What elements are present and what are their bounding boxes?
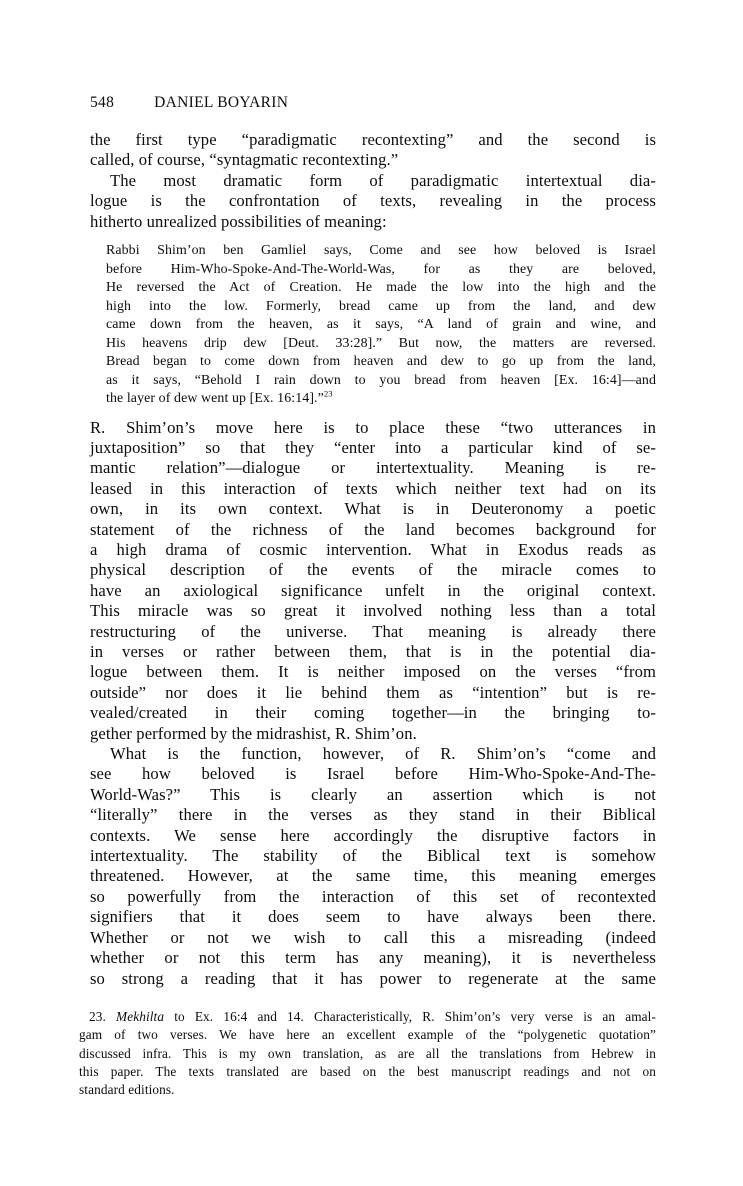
text-line: have an axiological significance unfelt in the original context. (90, 580, 656, 600)
text-line: see how beloved is Israel before Him-Who-Spoke-And-The- (90, 764, 656, 784)
text-line: Bread began to come down from heaven and dew to go up from the land, (106, 354, 656, 370)
text-line: the layer of dew went up [Ex. 16:14].”$^{23}$ (106, 388, 333, 407)
paragraph-analysis (90, 418, 656, 745)
text-line: as it says, “Behold I rain down to you bread from heaven [Ex. 16:4]—and (106, 372, 656, 388)
text-line: whether or not this term has any meaning), it is nevertheless (90, 948, 656, 968)
midrash-blockquote (106, 242, 656, 409)
text-line: vealed/created in their coming together—in the bringing to- (90, 703, 656, 723)
text-line: gether performed by the midrashist, R. Shim’on. (90, 723, 417, 743)
text-line: R. Shim’on’s move here is to place these “two utterances in (90, 417, 656, 437)
text-line: statement of the richness of the land becomes background for (90, 519, 656, 539)
text-line: high into the low. Formerly, bread came up from the land, and dew (106, 298, 656, 314)
text-line: the first type “paradigmatic recontexting” and the second is (90, 130, 656, 149)
text-line: hitherto unrealized possibilities of meaning: (90, 211, 387, 231)
text-line: contexts. We sense here accordingly the disruptive factors in (90, 825, 656, 845)
text-line: juxtaposition” so that they “enter into a particular kind of se- (90, 437, 656, 457)
text-line: intertextuality. The stability of the Biblical text is somehow (90, 846, 656, 866)
text-line: threatened. However, at the same time, this meaning emerges (90, 866, 656, 886)
text-line: standard editions. (79, 1082, 175, 1098)
text-line: gam of two verses. We have here an excellent example of the “polygenetic quotation” (79, 1027, 656, 1043)
text-line: logue is the confrontation of texts, revealing in the process (90, 191, 656, 211)
paragraph-function (90, 744, 656, 989)
text-line: outside” nor does it lie behind them as “intention” but is re- (90, 682, 656, 702)
text-line: Whether or not we wish to call this a misreading (indeed (90, 927, 656, 947)
text-line: restructuring of the universe. That meaning is already there (90, 621, 656, 641)
text-line: so strong a reading that it has power to regenerate at the same (90, 968, 656, 988)
text-line: “literally” there in the verses as they stand in their Biblical (90, 805, 656, 825)
text-line: The most dramatic form of paradigmatic intertextual dia- (110, 170, 656, 190)
text-line: signifiers that it does seem to have always been there. (90, 907, 656, 927)
text-line: this paper. The texts translated are based on the best manuscript readings and not on (79, 1063, 656, 1079)
text-line: This miracle was so great it involved nothing less than a total (90, 601, 656, 621)
page-content (79, 93, 656, 1099)
text-line: His heavens drip dew [Deut. 33:28].” But now, the matters are reversed. (106, 335, 656, 351)
text-line: 23. Mekhilta to Ex. 16:4 and 14. Characteristically, R. Shim’on’s very verse is an amal- (89, 1008, 656, 1024)
paragraph-continuation (90, 130, 656, 171)
text-line: leased in this interaction of texts which neither text had on its (90, 478, 656, 498)
text-line: came down from the heaven, as it says, “A land of grain and wine, and (106, 317, 656, 333)
text-line: What is the function, however, of R. Shim’on’s “come and (110, 744, 656, 764)
text-line: discussed infra. This is my own translation, as are all the translations from Hebrew in (79, 1045, 656, 1061)
footnote-23 (79, 1008, 656, 1099)
text-line: Rabbi Shim’on ben Gamliel says, Come and see how beloved is Israel (106, 243, 656, 259)
text-line: mantic relation”—dialogue or intertextuality. Meaning is re- (90, 458, 656, 478)
text-line: logue between them. It is neither imposed on the verses “from (90, 662, 656, 682)
text-line: in verses or rather between them, that is in the potential dia- (90, 642, 656, 661)
running-head (90, 93, 656, 112)
text-line: World-Was?” This is clearly an assertion which is not (90, 784, 656, 804)
text-line: He reversed the Act of Creation. He made the low into the high and the (106, 280, 656, 296)
text-line: a high drama of cosmic intervention. What in Exodus reads as (90, 539, 656, 559)
page-number: 548 (90, 94, 115, 111)
running-head-author: DANIEL BOYARIN (154, 94, 289, 111)
text-line: before Him-Who-Spoke-And-The-World-Was, for as they are beloved, (106, 261, 656, 277)
text-line: physical description of the events of the miracle comes to (90, 560, 656, 580)
page-body (90, 130, 656, 989)
text-line: own, in its own context. What is in Deuteronomy a poetic (90, 499, 656, 519)
paragraph-intro-quote (90, 171, 656, 232)
text-line: called, of course, “syntagmatic recontexting.” (90, 150, 399, 170)
text-line: so powerfully from the interaction of this set of recontexted (90, 886, 656, 906)
